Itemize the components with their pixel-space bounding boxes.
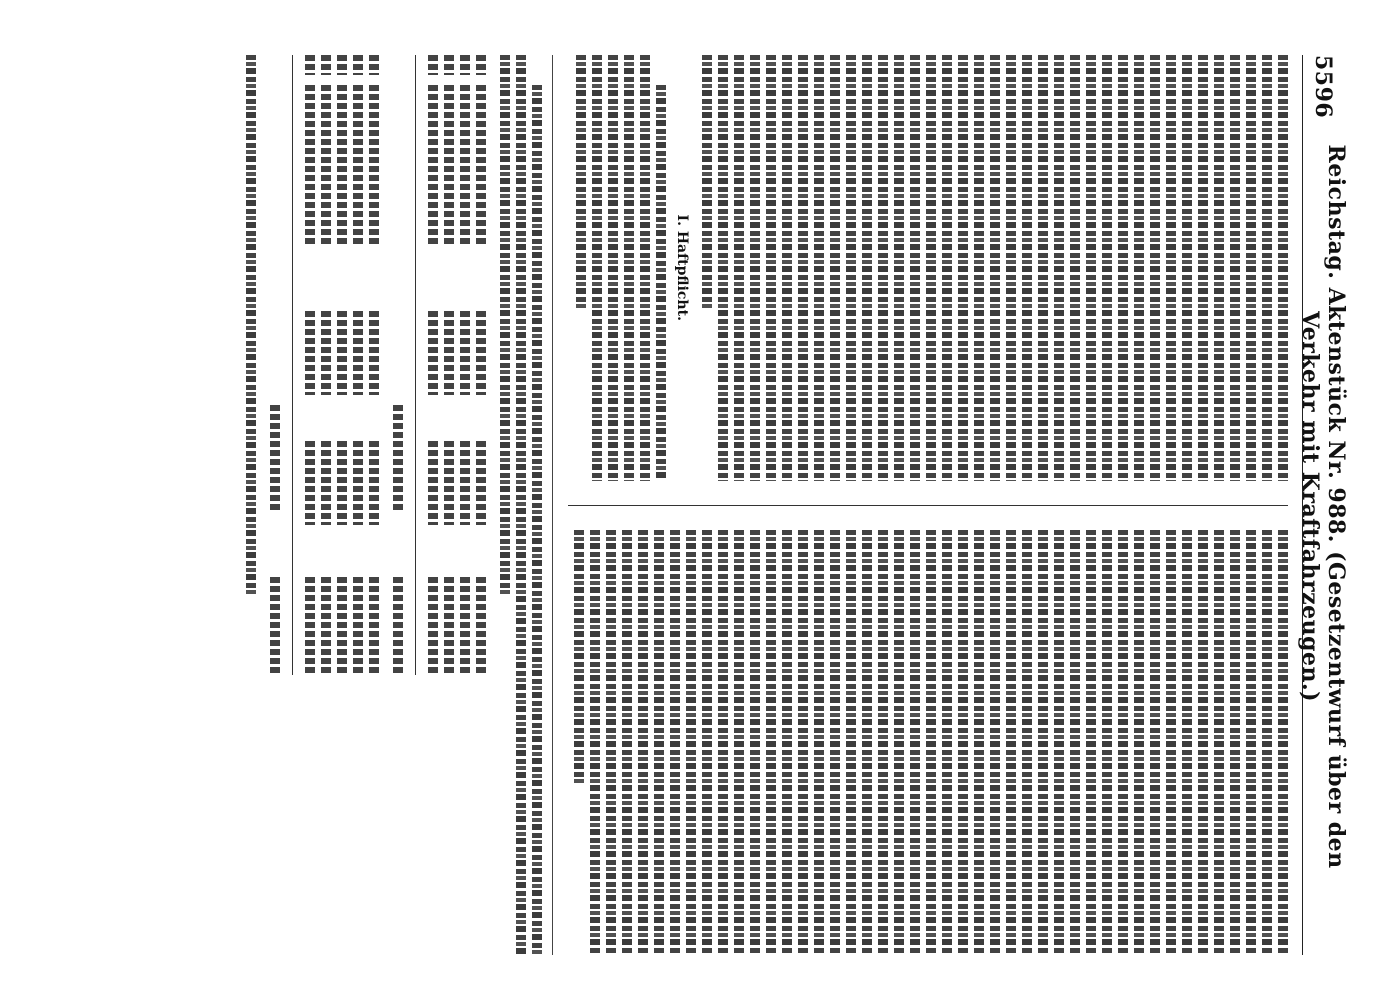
table-row — [321, 55, 331, 675]
table-row — [476, 55, 486, 675]
body-columns — [568, 55, 1288, 955]
page-title: Reichstag. Aktenstück Nr. 988. (Gesetzentwurf über den Verkehr mit Kraftfahrzeugen.) — [1297, 144, 1349, 869]
table-row — [270, 55, 280, 675]
table-row — [305, 55, 315, 675]
table-row — [369, 55, 379, 675]
table-separator — [415, 55, 416, 675]
table-row — [393, 55, 403, 675]
footnote-text — [500, 55, 542, 955]
page-content — [43, 55, 1349, 955]
left-column-text — [702, 55, 1288, 481]
section-heading: I. Haftpflicht. — [674, 214, 690, 321]
footnotes-section — [42, 55, 553, 955]
section-text — [576, 55, 666, 481]
right-column-text — [574, 530, 1288, 956]
left-column — [568, 55, 1288, 481]
table-row — [460, 55, 470, 675]
table-row — [444, 55, 454, 675]
right-column — [568, 530, 1288, 956]
table-row — [353, 55, 363, 675]
table-row — [337, 55, 347, 675]
page-header — [1297, 55, 1349, 955]
table-separator — [292, 55, 293, 675]
footnote-bottom — [246, 55, 256, 955]
statistics-table-1907 — [270, 55, 379, 675]
page-number: 5596 — [1310, 55, 1336, 119]
statistics-table-1906 — [393, 55, 486, 675]
column-divider — [568, 505, 1288, 506]
table-row — [428, 55, 438, 675]
